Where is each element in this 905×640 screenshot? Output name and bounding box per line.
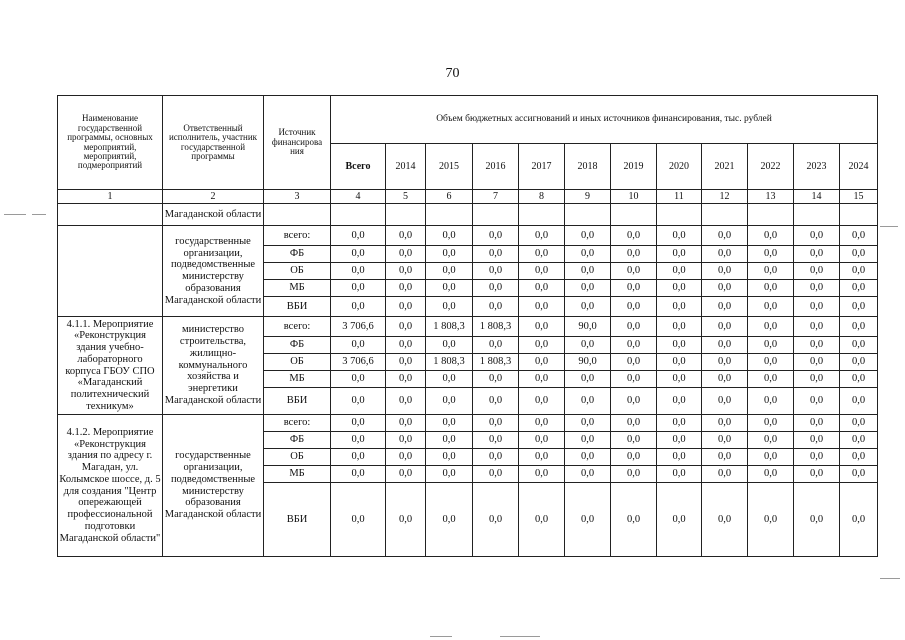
year-value: 0,0 [426, 371, 473, 388]
year-value: 0,0 [519, 432, 565, 449]
year-value: 0,0 [702, 415, 748, 432]
year-value: 0,0 [840, 483, 878, 557]
year-value: 0,0 [473, 466, 519, 483]
year-value: 0,0 [565, 432, 611, 449]
table-row [58, 204, 878, 226]
table-header [58, 96, 878, 204]
year-value: 0,0 [840, 297, 878, 317]
year-value: 0,0 [565, 483, 611, 557]
year-value: 0,0 [473, 371, 519, 388]
year-value: 0,0 [565, 466, 611, 483]
year-value: 0,0 [702, 483, 748, 557]
year-value: 0,0 [473, 415, 519, 432]
year-value: 0,0 [611, 226, 657, 246]
responsible-executor: государственные организации, подведомственные министерству образования Магаданской области [163, 415, 264, 557]
table-row [58, 226, 878, 246]
header-year: 2016 [473, 144, 519, 190]
responsible-executor: государственные организации, подведомственные министерству образования Магаданской области [163, 226, 264, 317]
year-value: 0,0 [473, 449, 519, 466]
year-value: 0,0 [657, 388, 702, 415]
funding-source: МБ [264, 466, 331, 483]
header-year: 2019 [611, 144, 657, 190]
year-value: 0,0 [426, 246, 473, 263]
year-value: 0,0 [611, 432, 657, 449]
year-value: 0,0 [386, 432, 426, 449]
year-value: 0,0 [794, 371, 840, 388]
column-number-row [58, 190, 878, 204]
year-value [611, 204, 657, 226]
year-value: 0,0 [794, 263, 840, 280]
total-value: 0,0 [331, 449, 386, 466]
year-value: 0,0 [611, 297, 657, 317]
total-value: 3 706,6 [331, 317, 386, 337]
header-total: Всего [331, 144, 386, 190]
header-year: 2018 [565, 144, 611, 190]
year-value: 0,0 [565, 449, 611, 466]
year-value [657, 204, 702, 226]
year-value: 0,0 [473, 297, 519, 317]
year-value: 0,0 [386, 354, 426, 371]
year-value [426, 204, 473, 226]
activity-name [58, 226, 163, 317]
year-value: 0,0 [611, 337, 657, 354]
year-value: 1 808,3 [473, 317, 519, 337]
header-responsible: Ответственный исполнитель, участник государственной программы [163, 96, 264, 190]
year-value: 0,0 [702, 466, 748, 483]
year-value [840, 204, 878, 226]
header-year: 2022 [748, 144, 794, 190]
column-number: 1 [58, 190, 163, 204]
total-value: 0,0 [331, 226, 386, 246]
funding-source: ВБИ [264, 297, 331, 317]
year-value: 0,0 [519, 415, 565, 432]
column-number: 4 [331, 190, 386, 204]
year-value: 0,0 [519, 388, 565, 415]
column-number: 15 [840, 190, 878, 204]
year-value: 0,0 [473, 432, 519, 449]
year-value: 0,0 [657, 280, 702, 297]
year-value: 0,0 [840, 449, 878, 466]
year-value: 0,0 [426, 449, 473, 466]
year-value: 90,0 [565, 317, 611, 337]
year-value: 0,0 [794, 449, 840, 466]
year-value: 0,0 [519, 354, 565, 371]
column-number: 9 [565, 190, 611, 204]
year-value: 0,0 [519, 483, 565, 557]
year-value: 0,0 [702, 449, 748, 466]
column-number: 2 [163, 190, 264, 204]
year-value: 0,0 [840, 280, 878, 297]
year-value: 0,0 [840, 226, 878, 246]
year-value: 0,0 [748, 449, 794, 466]
year-value: 0,0 [702, 371, 748, 388]
year-value: 0,0 [702, 432, 748, 449]
year-value: 0,0 [565, 337, 611, 354]
year-value [702, 204, 748, 226]
year-value: 0,0 [702, 226, 748, 246]
year-value: 0,0 [840, 354, 878, 371]
year-value: 0,0 [611, 371, 657, 388]
year-value: 0,0 [426, 388, 473, 415]
year-value: 0,0 [611, 263, 657, 280]
column-number: 8 [519, 190, 565, 204]
year-value: 0,0 [840, 371, 878, 388]
header-year: 2023 [794, 144, 840, 190]
year-value: 0,0 [519, 297, 565, 317]
total-value [331, 204, 386, 226]
column-number: 10 [611, 190, 657, 204]
year-value: 0,0 [426, 263, 473, 280]
year-value [473, 204, 519, 226]
year-value: 0,0 [386, 246, 426, 263]
year-value: 0,0 [657, 371, 702, 388]
page-number: 70 [445, 66, 460, 81]
funding-source: МБ [264, 280, 331, 297]
year-value: 0,0 [519, 449, 565, 466]
column-number: 13 [748, 190, 794, 204]
total-value: 0,0 [331, 466, 386, 483]
year-value: 0,0 [386, 449, 426, 466]
year-value: 0,0 [748, 297, 794, 317]
year-value: 0,0 [386, 466, 426, 483]
year-value: 0,0 [473, 337, 519, 354]
year-value: 0,0 [611, 449, 657, 466]
year-value: 0,0 [748, 415, 794, 432]
funding-source: всего: [264, 317, 331, 337]
funding-source: МБ [264, 371, 331, 388]
header-year: 2024 [840, 144, 878, 190]
activity-name [58, 204, 163, 226]
year-value: 1 808,3 [473, 354, 519, 371]
year-value: 0,0 [565, 415, 611, 432]
scan-speck [880, 578, 900, 579]
funding-source [264, 204, 331, 226]
year-value: 0,0 [657, 263, 702, 280]
year-value [748, 204, 794, 226]
year-value: 0,0 [840, 415, 878, 432]
header-year: 2021 [702, 144, 748, 190]
year-value: 0,0 [386, 280, 426, 297]
year-value: 0,0 [386, 297, 426, 317]
scan-speck [880, 226, 898, 227]
year-value: 0,0 [748, 317, 794, 337]
year-value: 0,0 [702, 280, 748, 297]
header-year: 2014 [386, 144, 426, 190]
header-year: 2015 [426, 144, 473, 190]
year-value: 0,0 [386, 371, 426, 388]
year-value: 0,0 [611, 388, 657, 415]
year-value: 0,0 [565, 263, 611, 280]
year-value: 0,0 [519, 226, 565, 246]
scan-speck [500, 636, 540, 637]
year-value: 1 808,3 [426, 354, 473, 371]
year-value: 0,0 [702, 388, 748, 415]
year-value: 0,0 [840, 388, 878, 415]
year-value: 0,0 [426, 297, 473, 317]
year-value: 0,0 [519, 246, 565, 263]
year-value: 0,0 [794, 466, 840, 483]
year-value [386, 204, 426, 226]
total-value: 0,0 [331, 337, 386, 354]
year-value: 0,0 [657, 483, 702, 557]
year-value: 0,0 [473, 226, 519, 246]
year-value: 0,0 [748, 354, 794, 371]
year-value: 0,0 [519, 317, 565, 337]
funding-source: всего: [264, 415, 331, 432]
year-value: 0,0 [748, 483, 794, 557]
year-value: 0,0 [519, 371, 565, 388]
year-value [565, 204, 611, 226]
total-value: 0,0 [331, 297, 386, 317]
year-value: 1 808,3 [426, 317, 473, 337]
year-value: 0,0 [748, 226, 794, 246]
year-value: 0,0 [473, 388, 519, 415]
total-value: 0,0 [331, 246, 386, 263]
year-value: 0,0 [386, 388, 426, 415]
year-value: 0,0 [426, 415, 473, 432]
year-value: 0,0 [519, 263, 565, 280]
year-value: 0,0 [794, 226, 840, 246]
year-value: 0,0 [565, 297, 611, 317]
year-value: 0,0 [794, 483, 840, 557]
year-value: 0,0 [702, 354, 748, 371]
scan-speck [32, 214, 46, 215]
year-value: 0,0 [611, 280, 657, 297]
year-value: 0,0 [473, 280, 519, 297]
funding-source: ФБ [264, 337, 331, 354]
year-value: 0,0 [519, 280, 565, 297]
year-value: 0,0 [611, 354, 657, 371]
year-value: 0,0 [794, 388, 840, 415]
year-value: 0,0 [657, 449, 702, 466]
year-value: 0,0 [794, 354, 840, 371]
total-value: 0,0 [331, 371, 386, 388]
year-value: 0,0 [702, 297, 748, 317]
year-value: 0,0 [426, 337, 473, 354]
year-value: 0,0 [657, 354, 702, 371]
total-value: 0,0 [331, 483, 386, 557]
year-value: 0,0 [611, 317, 657, 337]
total-value: 0,0 [331, 432, 386, 449]
year-value: 0,0 [840, 432, 878, 449]
year-value: 0,0 [794, 280, 840, 297]
year-value: 0,0 [386, 317, 426, 337]
year-value: 0,0 [702, 317, 748, 337]
year-value: 0,0 [426, 466, 473, 483]
total-value: 0,0 [331, 415, 386, 432]
year-value: 0,0 [748, 371, 794, 388]
funding-source: ФБ [264, 432, 331, 449]
column-number: 11 [657, 190, 702, 204]
year-value: 0,0 [426, 280, 473, 297]
year-value: 0,0 [657, 246, 702, 263]
year-value: 0,0 [840, 317, 878, 337]
activity-name: 4.1.1. Мероприятие «Реконструкция здания учебно-лабораторного корпуса ГБОУ СПО «Магаданский политехнический техникум» [58, 317, 163, 415]
year-value: 0,0 [657, 226, 702, 246]
year-value: 0,0 [519, 466, 565, 483]
year-value: 0,0 [386, 263, 426, 280]
header-year: 2017 [519, 144, 565, 190]
year-value: 0,0 [794, 415, 840, 432]
year-value: 0,0 [794, 317, 840, 337]
year-value: 0,0 [794, 246, 840, 263]
scan-speck [430, 636, 452, 637]
year-value: 0,0 [657, 415, 702, 432]
year-value: 90,0 [565, 354, 611, 371]
funding-source: ОБ [264, 449, 331, 466]
year-value: 0,0 [748, 280, 794, 297]
year-value: 0,0 [702, 263, 748, 280]
funding-source: ФБ [264, 246, 331, 263]
table-row [58, 415, 878, 432]
year-value: 0,0 [657, 297, 702, 317]
year-value: 0,0 [702, 246, 748, 263]
year-value: 0,0 [794, 337, 840, 354]
year-value: 0,0 [426, 432, 473, 449]
total-value: 0,0 [331, 280, 386, 297]
year-value: 0,0 [519, 337, 565, 354]
funding-source: всего: [264, 226, 331, 246]
funding-source: ВБИ [264, 388, 331, 415]
year-value: 0,0 [748, 388, 794, 415]
year-value: 0,0 [473, 483, 519, 557]
scan-speck [4, 214, 26, 215]
year-value: 0,0 [386, 226, 426, 246]
year-value: 0,0 [386, 483, 426, 557]
year-value: 0,0 [565, 371, 611, 388]
year-value: 0,0 [611, 483, 657, 557]
year-value: 0,0 [611, 466, 657, 483]
year-value: 0,0 [611, 246, 657, 263]
header-volume: Объем бюджетных ассигнований и иных источников финансирования, тыс. рублей [331, 96, 878, 144]
year-value: 0,0 [840, 466, 878, 483]
year-value: 0,0 [748, 246, 794, 263]
year-value: 0,0 [386, 337, 426, 354]
year-value: 0,0 [794, 297, 840, 317]
year-value [519, 204, 565, 226]
year-value: 0,0 [748, 432, 794, 449]
year-value: 0,0 [702, 337, 748, 354]
column-number: 5 [386, 190, 426, 204]
year-value: 0,0 [565, 280, 611, 297]
year-value: 0,0 [565, 388, 611, 415]
year-value: 0,0 [565, 246, 611, 263]
funding-source: ОБ [264, 263, 331, 280]
header-name: Наименование государственной программы, основных мероприятий, мероприятий, подмероприятий [58, 96, 163, 190]
column-number: 7 [473, 190, 519, 204]
year-value: 0,0 [657, 317, 702, 337]
total-value: 3 706,6 [331, 354, 386, 371]
responsible-executor: министерство строительства, жилищно-коммунального хозяйства и энергетики Магаданской области [163, 317, 264, 415]
column-number: 6 [426, 190, 473, 204]
funding-source: ОБ [264, 354, 331, 371]
year-value: 0,0 [794, 432, 840, 449]
year-value: 0,0 [386, 415, 426, 432]
year-value: 0,0 [748, 466, 794, 483]
activity-name: 4.1.2. Мероприятие «Реконструкция здания по адресу г. Магадан, ул. Колымское шоссе, д. 5 для создания "Центр опережающей профессиональной подготовки Магаданской области" [58, 415, 163, 557]
funding-source: ВБИ [264, 483, 331, 557]
total-value: 0,0 [331, 263, 386, 280]
year-value: 0,0 [657, 337, 702, 354]
header-source: Источник финансирова ния [264, 96, 331, 190]
year-value: 0,0 [840, 337, 878, 354]
budget-table [57, 95, 878, 557]
year-value: 0,0 [473, 246, 519, 263]
year-value: 0,0 [565, 226, 611, 246]
header-year: 2020 [657, 144, 702, 190]
year-value: 0,0 [426, 483, 473, 557]
table-body [58, 204, 878, 557]
year-value: 0,0 [611, 415, 657, 432]
year-value: 0,0 [657, 466, 702, 483]
table-row [58, 317, 878, 337]
column-number: 12 [702, 190, 748, 204]
year-value: 0,0 [748, 263, 794, 280]
year-value: 0,0 [426, 226, 473, 246]
year-value: 0,0 [657, 432, 702, 449]
responsible-executor: Магаданской области [163, 204, 264, 226]
year-value [794, 204, 840, 226]
year-value: 0,0 [748, 337, 794, 354]
year-value: 0,0 [473, 263, 519, 280]
year-value: 0,0 [840, 246, 878, 263]
total-value: 0,0 [331, 388, 386, 415]
column-number: 3 [264, 190, 331, 204]
year-value: 0,0 [840, 263, 878, 280]
column-number: 14 [794, 190, 840, 204]
